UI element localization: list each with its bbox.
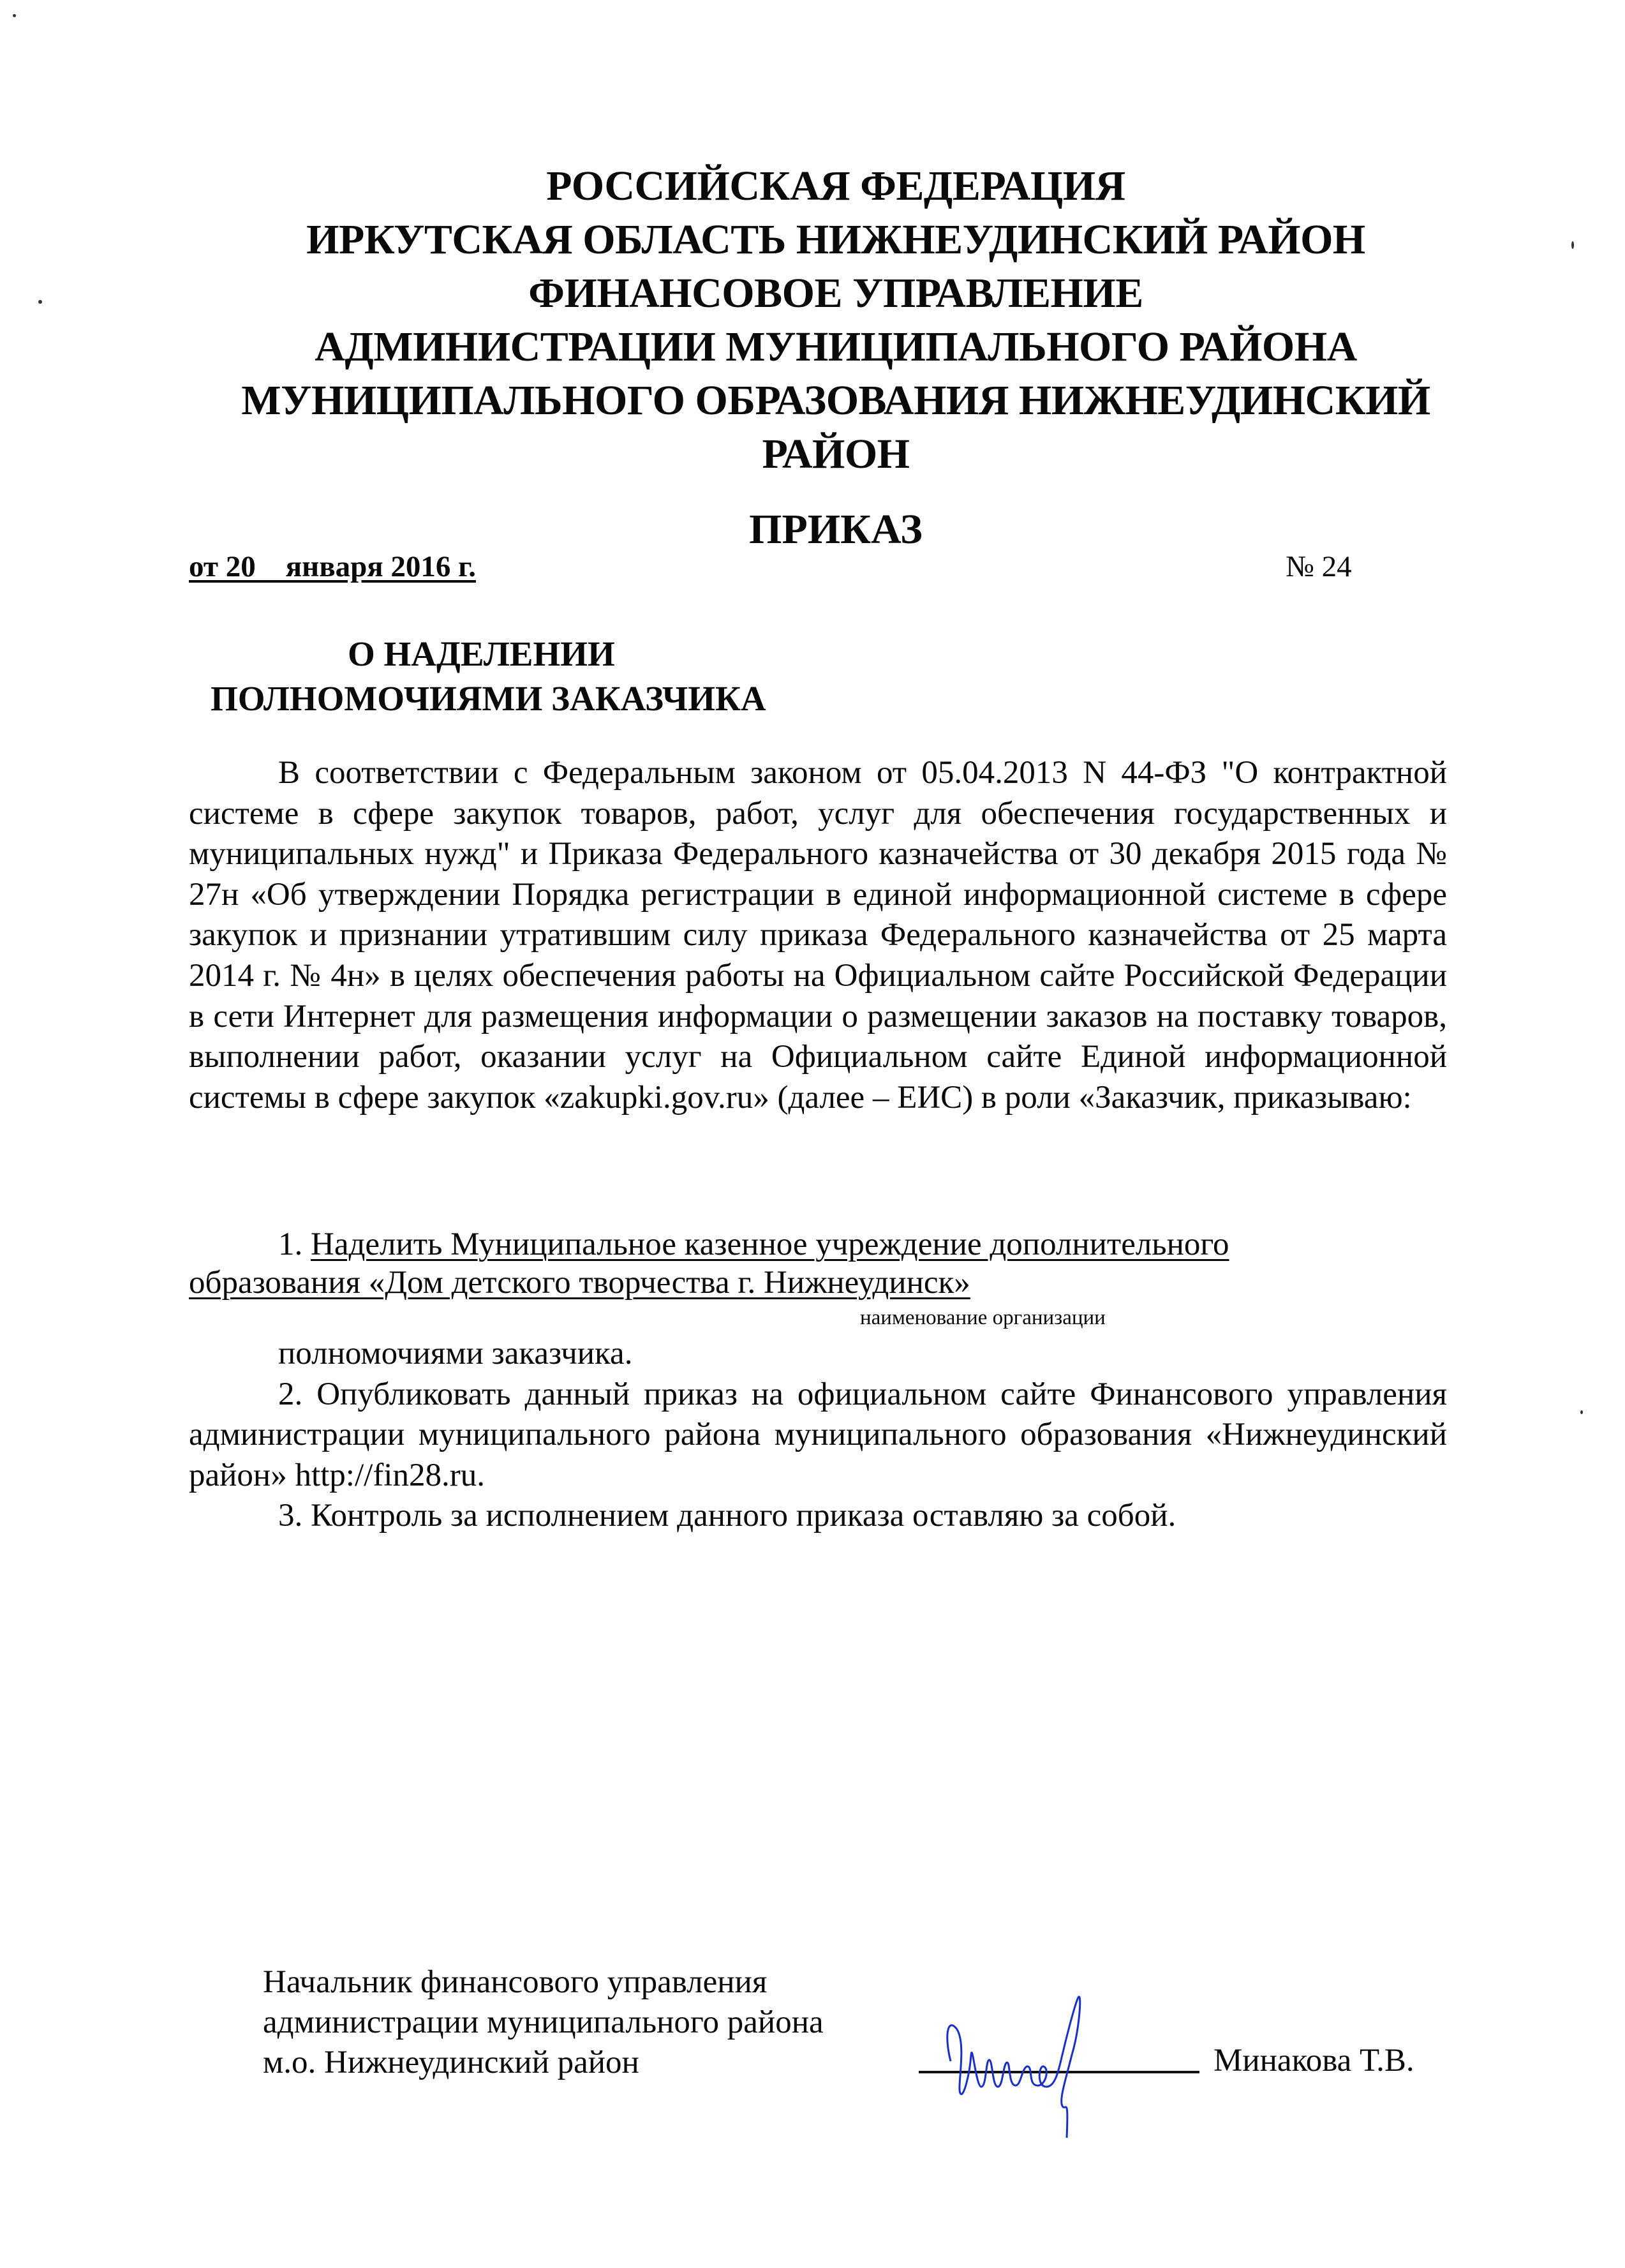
document-date: от 20 января 2016 г. <box>189 550 476 583</box>
subject-line-2: ПОЛНОМОЧИЯМИ ЗАКАЗЧИКА <box>211 679 766 718</box>
header-line-administration: АДМИНИСТРАЦИИ МУНИЦИПАЛЬНОГО РАЙОНА <box>315 324 1357 370</box>
document-body <box>189 753 1447 1118</box>
item-1-organization-line-1: Наделить Муниципальное казенное учреждение дополнительного <box>311 1227 1229 1262</box>
document-number: № 24 <box>1286 550 1352 583</box>
preamble-paragraph: В соответствии с Федеральным законом от 05.04.2013 N 44-ФЗ "О контрактной системе в сфере закупок товаров, работ, услуг для обеспечения государственных и муниципальных нужд" и Приказа Федерального казначейства от 30 декабря 2015 года № 27н «Об утверждении Порядка регистрации в единой информационной системе в сфере закупок и признании утратившим силу приказа Федерального казначейства от 25 марта 2014 г. № 4н» в целях обеспечения работы на Официальном сайте Российской Федерации в сети Интернет для размещения информации о размещении заказов на поставку товаров, выполнении работ, оказании услуг на Официальном сайте Единой информационной системы в сфере закупок «zakupki.gov.ru» (далее – ЕИС) в роли «Заказчик, приказываю: <box>189 755 1447 1115</box>
signatory-name: Минакова Т.В. <box>1213 2043 1414 2078</box>
signatory-position-line-1: Начальник финансового управления <box>263 1964 768 2000</box>
document-header <box>0 160 1625 481</box>
item-1-continuation: полномочиями заказчика. <box>278 1336 633 1371</box>
order-items-rest <box>189 1334 1447 1537</box>
scan-speck <box>13 14 16 17</box>
scan-speck <box>1580 1410 1583 1414</box>
subject-line-1: О НАДЕЛЕНИИ <box>348 634 615 673</box>
order-item-1 <box>189 1225 1447 1302</box>
organization-name-caption: наименование организации <box>860 1306 1106 1329</box>
document-type-title: ПРИКАЗ <box>749 506 923 553</box>
signatory-position-line-3: м.о. Нижнеудинский район <box>263 2045 639 2080</box>
header-line-country: РОССИЙСКАЯ ФЕДЕРАЦИЯ <box>546 163 1125 209</box>
order-item-3: 3. Контроль за исполнением данного приказа оставляю за собой. <box>278 1498 1176 1534</box>
header-line-district: РАЙОН <box>762 431 910 477</box>
item-1-organization-line-2: образования «Дом детского творчества г. Нижнеудинск» <box>189 1265 970 1301</box>
signatory-position <box>263 1962 824 2083</box>
signatory-position-line-2: администрации муниципального района <box>263 2004 824 2040</box>
header-line-region: ИРКУТСКАЯ ОБЛАСТЬ НИЖНЕУДИНСКИЙ РАЙОН <box>306 216 1365 263</box>
item-1-number: 1. <box>278 1227 311 1262</box>
header-line-department: ФИНАНСОВОЕ УПРАВЛЕНИЕ <box>528 270 1143 317</box>
header-line-municipality: МУНИЦИПАЛЬНОГО ОБРАЗОВАНИЯ НИЖНЕУДИНСКИЙ <box>241 377 1430 424</box>
order-item-2: 2. Опубликовать данный приказ на официальном сайте Финансового управления администрации муниципального района муниципального образования «Нижнеудинский район» http://fin28.ru. <box>189 1376 1447 1493</box>
signature-stroke <box>947 1997 1080 2138</box>
handwritten-signature <box>931 1991 1199 2138</box>
